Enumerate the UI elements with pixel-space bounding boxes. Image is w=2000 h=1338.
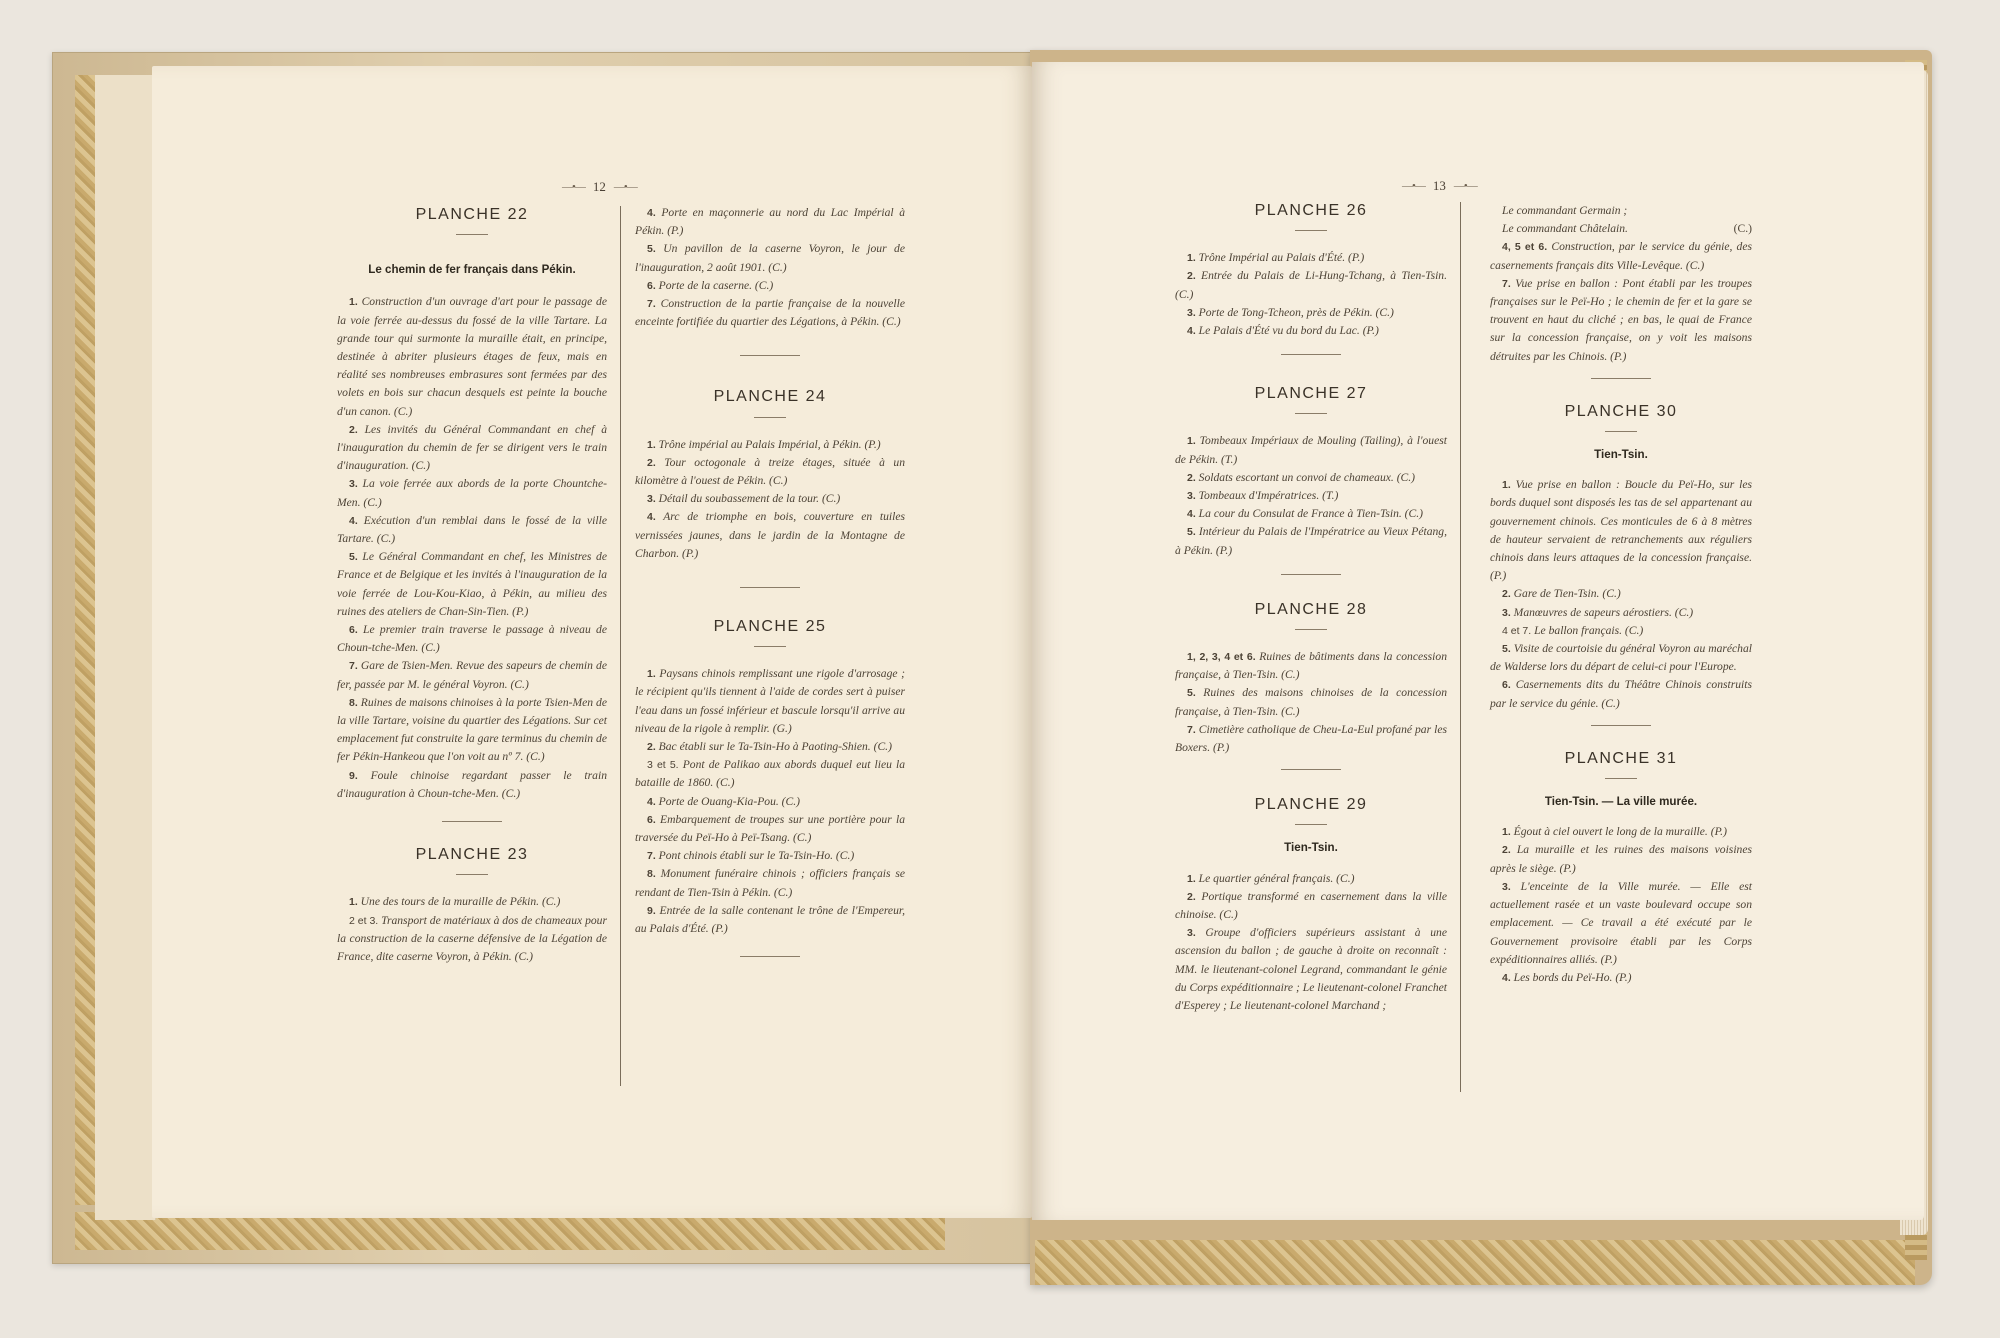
left-page <box>152 66 1032 1218</box>
list-item: 8. Monument funéraire chinois ; officiers français se rendant de Tien-Tsin à Pékin. (C.) <box>635 867 906 899</box>
heading-rule <box>1295 824 1327 825</box>
planche-26-list <box>1175 249 1447 340</box>
planche-25-heading: PLANCHE 25 <box>713 618 827 636</box>
right-column-2 <box>1490 202 1752 987</box>
heading-rule <box>1295 413 1327 414</box>
planche-31-subtitle: Tien-Tsin. — La ville murée. <box>1544 795 1698 809</box>
list-item: 4. Arc de triomphe en bois, couverture en tuiles vernissées jaunes, dans le jardin de la Montagne de Charbon. (P.) <box>635 510 905 560</box>
heading-rule <box>456 874 488 875</box>
list-item: 7. Gare de Tsien-Men. Revue des sapeurs de chemin de fer, passée par M. le général Voyron. (C.) <box>337 659 607 691</box>
planche-22-subtitle: Le chemin de fer français dans Pékin. <box>368 263 576 277</box>
planche-27-heading: PLANCHE 27 <box>1254 385 1368 403</box>
list-item: 5. Ruines des maisons chinoises de la concession française, à Tien-Tsin. (C.) <box>1175 686 1447 718</box>
list-item: 7. Cimetière catholique de Cheu-La-Eul profané par les Boxers. (P.) <box>1175 722 1447 755</box>
list-item: 7. Construction de la partie française de la nouvelle enceinte fortifiée du quartier des Légations, à Pékin. (C.) <box>635 297 906 329</box>
list-item: 4. Porte en maçonnerie au nord du Lac Impérial à Pékin. (P.) <box>635 206 905 238</box>
column-divider <box>1460 202 1461 1092</box>
list-item: Le commandant Germain ; <box>1502 204 1628 217</box>
left-column-1 <box>337 206 607 966</box>
section-separator <box>1591 378 1651 379</box>
list-item: 1, 2, 3, 4 et 6. Ruines de bâtiments dans la concession française, à Tien-Tsin. (C.) <box>1175 650 1447 682</box>
heading-rule <box>754 646 786 647</box>
section-separator <box>1281 574 1341 575</box>
list-item: 3. La voie ferrée aux abords de la porte Chountche-Men. (C.) <box>337 477 607 509</box>
list-item: 1. Égout à ciel ouvert le long de la muraille. (P.) <box>1502 825 1727 839</box>
list-item: 1. Une des tours de la muraille de Pékin. (C.) <box>349 895 561 909</box>
list-item: 2. Les invités du Général Commandant en chef à l'inauguration du chemin de fer se dirigent vers le train d'inauguration. (C.) <box>337 422 607 473</box>
list-item: 5. Le Général Commandant en chef, les Ministres de France et de Belgique et les invités à l'inauguration de la voie ferrée de Lou-Kou-Kiao, à Pékin, au milieu des ruines des ateliers de Chan-Sin-Tien. (P.) <box>337 550 607 618</box>
left-page-number: 12 <box>592 179 606 194</box>
list-item: 3. Tombeaux d'Impératrices. (T.) <box>1187 489 1339 503</box>
list-item: 3. Détail du soubassement de la tour. (C.) <box>647 492 841 506</box>
section-separator <box>740 956 800 957</box>
section-separator <box>1591 725 1651 726</box>
list-item: 1. Vue prise en ballon : Boucle du Peï-Ho, sur les bords duquel sont disposés les tas de sel appartenant au gouvernement chinois. Ces monticules de 6 à 8 mètres de hauteur servaient de retranchements aux réguliers chinois dans leurs attaques de la concession française. (P.) <box>1490 478 1752 583</box>
planche-25-list <box>635 665 905 938</box>
planche-24-heading: PLANCHE 24 <box>713 388 827 406</box>
list-item: 4. Porte de Ouang-Kia-Pou. (C.) <box>647 794 801 808</box>
list-item: 2. Portique transformé en casernement dans la ville chinoise. (C.) <box>1175 889 1447 922</box>
planche-23-heading: PLANCHE 23 <box>415 846 529 864</box>
list-item: 4 et 7. Le ballon français. (C.) <box>1502 623 1644 637</box>
planche-28-list <box>1175 648 1447 757</box>
planche-28-heading: PLANCHE 28 <box>1254 600 1368 618</box>
gilt-edge-bottom-right <box>1035 1240 1915 1285</box>
folio-ornament-icon: —•— <box>562 181 585 193</box>
list-item: 7. Pont chinois établi sur le Ta-Tsin-Ho. (C.) <box>647 849 855 863</box>
list-item: 4. La cour du Consulat de France à Tien-Tsin. (C.) <box>1187 507 1424 521</box>
list-item: 6. Le premier train traverse le passage à niveau de Choun-tche-Men. (C.) <box>337 623 607 655</box>
folio-ornament-icon: —•— <box>613 181 637 193</box>
list-item: 4. Le Palais d'Été vu du bord du Lac. (P.) <box>1187 324 1379 338</box>
right-page-number: 13 <box>1432 178 1446 193</box>
planche-30-list <box>1490 476 1752 713</box>
list-item: 2. Tour octogonale à treize étages, située à un kilomètre à l'ouest de Pékin. (C.) <box>635 455 905 488</box>
planche-27-list <box>1175 432 1447 559</box>
column-divider <box>620 206 621 1086</box>
folio-ornament-icon: —•— <box>1453 180 1477 192</box>
section-separator <box>740 355 800 356</box>
section-separator <box>740 587 800 588</box>
list-item: 1. Trône Impérial au Palais d'Été. (P.) <box>1187 251 1365 265</box>
planche-22-heading: PLANCHE 22 <box>415 206 529 223</box>
heading-rule <box>1605 431 1637 432</box>
list-item: 3 et 5. Pont de Palikao aux abords duquel eut lieu la bataille de 1860. (C.) <box>635 758 906 790</box>
list-item: 2. La muraille et les ruines des maisons voisines après le siège. (P.) <box>1490 843 1752 875</box>
list-item: 4. Exécution d'un remblai dans le fossé de la ville Tartare. (C.) <box>337 513 607 546</box>
list-item: Le commandant Châtelain. (C.) <box>1502 222 1752 236</box>
planche-31-heading: PLANCHE 31 <box>1564 749 1678 767</box>
underlying-page <box>95 75 156 1220</box>
heading-rule <box>1295 629 1327 630</box>
list-item: 1. Tombeaux Impériaux de Mouling (Tailing), à l'ouest de Pékin. (T.) <box>1175 434 1447 466</box>
list-item: 7. Vue prise en ballon : Pont établi par les troupes françaises sur le Peï-Ho ; le chemin de fer et la gare se trouvent en haut du cliché ; en bas, le quai de France sur la concession française, on y voit les maisons détruites par les Chinois. (P.) <box>1490 276 1752 363</box>
planche-22-continued-list <box>635 204 905 331</box>
list-item: 5. Intérieur du Palais de l'Impératrice au Vieux Pétang, à Pékin. (P.) <box>1175 525 1447 557</box>
list-item: 3. L'enceinte de la Ville murée. — Elle est actuellement rasée et un vaste boulevard occupe son emplacement. — Ce travail a été exécuté par le Gouvernement provisoire établi par les Corps expéditionnaires alliés. (P.) <box>1490 879 1752 966</box>
section-separator <box>1281 354 1341 355</box>
right-page <box>1032 62 1924 1220</box>
list-item: 3. Porte de Tong-Tcheon, près de Pékin. (C.) <box>1187 305 1394 319</box>
heading-rule <box>456 234 488 235</box>
planche-30-heading: PLANCHE 30 <box>1564 402 1678 420</box>
list-item: 1. Paysans chinois remplissant une rigole d'arrosage ; le récipient qu'ils tiennent à l'aide de cordes sert à puiser l'eau dans un fossé inférieur et bascule lorsqu'il arrive au niveau de la rigole à remplir. (G.) <box>635 667 905 735</box>
planche-24-list <box>635 436 905 563</box>
folio-ornament-icon: —•— <box>1402 180 1425 192</box>
planche-29-list <box>1175 870 1447 1016</box>
heading-rule <box>1295 230 1327 231</box>
right-column-1 <box>1175 202 1447 1015</box>
list-item: 2 et 3. Transport de matériaux à dos de chameaux pour la construction de la caserne défensive de la Légation de France, dite caserne Voyron, à Pékin. (C.) <box>337 913 607 963</box>
planche-26-heading: PLANCHE 26 <box>1254 202 1368 219</box>
list-item: 6. Porte de la caserne. (C.) <box>647 278 774 292</box>
planche-29-continued <box>1490 202 1752 366</box>
list-item: 4. Les bords du Peï-Ho. (P.) <box>1502 970 1632 984</box>
right-page-folio <box>1402 178 1477 194</box>
left-column-2 <box>635 204 905 957</box>
list-item: 1. Trône impérial au Palais Impérial, à Pékin. (P.) <box>647 437 881 451</box>
list-item: 1. Le quartier général français. (C.) <box>1187 871 1355 885</box>
heading-rule <box>1605 778 1637 779</box>
list-item: 3. Groupe d'officiers supérieurs assistant à une ascension du ballon ; de gauche à droite on reconnaît : MM. le lieutenant-colonel Legrand, commandant le génie du Corps expéditionnaire ; Le lieutenant-colonel Franchet d'Esperey ; Le lieutenant-colonel Marchand ; <box>1175 926 1447 1013</box>
planche-31-list <box>1490 823 1752 987</box>
section-separator <box>442 821 502 822</box>
planche-22-list <box>337 293 607 803</box>
heading-rule <box>754 417 786 418</box>
list-item: 2. Bac établi sur le Ta-Tsin-Ho à Paoting-Shien. (C.) <box>647 740 892 754</box>
list-item: 8. Ruines de maisons chinoises à la porte Tsien-Men de la ville Tartare, voisine du quartier des Légations. Sur cet emplacement fut construite la gare terminus du chemin de fer Pékin-Hankeou que l'on voit au nº 7. (C.) <box>337 695 607 764</box>
list-item: 9. Foule chinoise regardant passer le train d'inauguration à Choun-tche-Men. (C.) <box>337 768 607 800</box>
list-item: 2. Soldats escortant un convoi de chameaux. (C.) <box>1187 470 1416 484</box>
list-item: 2. Entrée du Palais de Li-Hung-Tchang, à Tien-Tsin. (C.) <box>1175 269 1447 301</box>
list-item: 3. Manœuvres de sapeurs aérostiers. (C.) <box>1502 605 1694 619</box>
list-item: 6. Embarquement de troupes sur une portière pour la traversée du Peï-Ho à Peï-Tsang. (C.) <box>635 812 905 845</box>
list-item: 5. Un pavillon de la caserne Voyron, le jour de l'inauguration, 2 août 1901. (C.) <box>635 242 905 274</box>
section-separator <box>1281 769 1341 770</box>
list-item: 4, 5 et 6. Construction, par le service du génie, des casernements français dits Ville-Levêque. (C.) <box>1490 240 1752 272</box>
planche-29-subtitle: Tien-Tsin. <box>1284 841 1338 855</box>
list-item: 2. Gare de Tien-Tsin. (C.) <box>1502 587 1621 601</box>
planche-29-heading: PLANCHE 29 <box>1254 796 1368 814</box>
planche-30-subtitle: Tien-Tsin. <box>1594 448 1648 462</box>
left-page-folio <box>562 179 637 195</box>
list-item: 9. Entrée de la salle contenant le trône de l'Empereur, au Palais d'Été. (P.) <box>635 903 905 936</box>
planche-23-list <box>337 893 607 966</box>
list-item: 1. Construction d'un ouvrage d'art pour le passage de la voie ferrée au-dessus du fossé de la ville Tartare. La grande tour qui surmonte la muraille était, en principe, destinée à abriter plusieurs étages de feux, mais en réalité ses nombreuses embrasures sont fermées par des volets en bois sur chacun desquels est peinte la bouche d'un canon. (C.) <box>337 295 607 418</box>
list-item: 6. Casernements dits du Théâtre Chinois construits par le service du génie. (C.) <box>1490 678 1752 710</box>
list-item: 5. Visite de courtoisie du général Voyron au maréchal de Walderse lors du départ de celui-ci pour l'Europe. <box>1490 642 1752 674</box>
